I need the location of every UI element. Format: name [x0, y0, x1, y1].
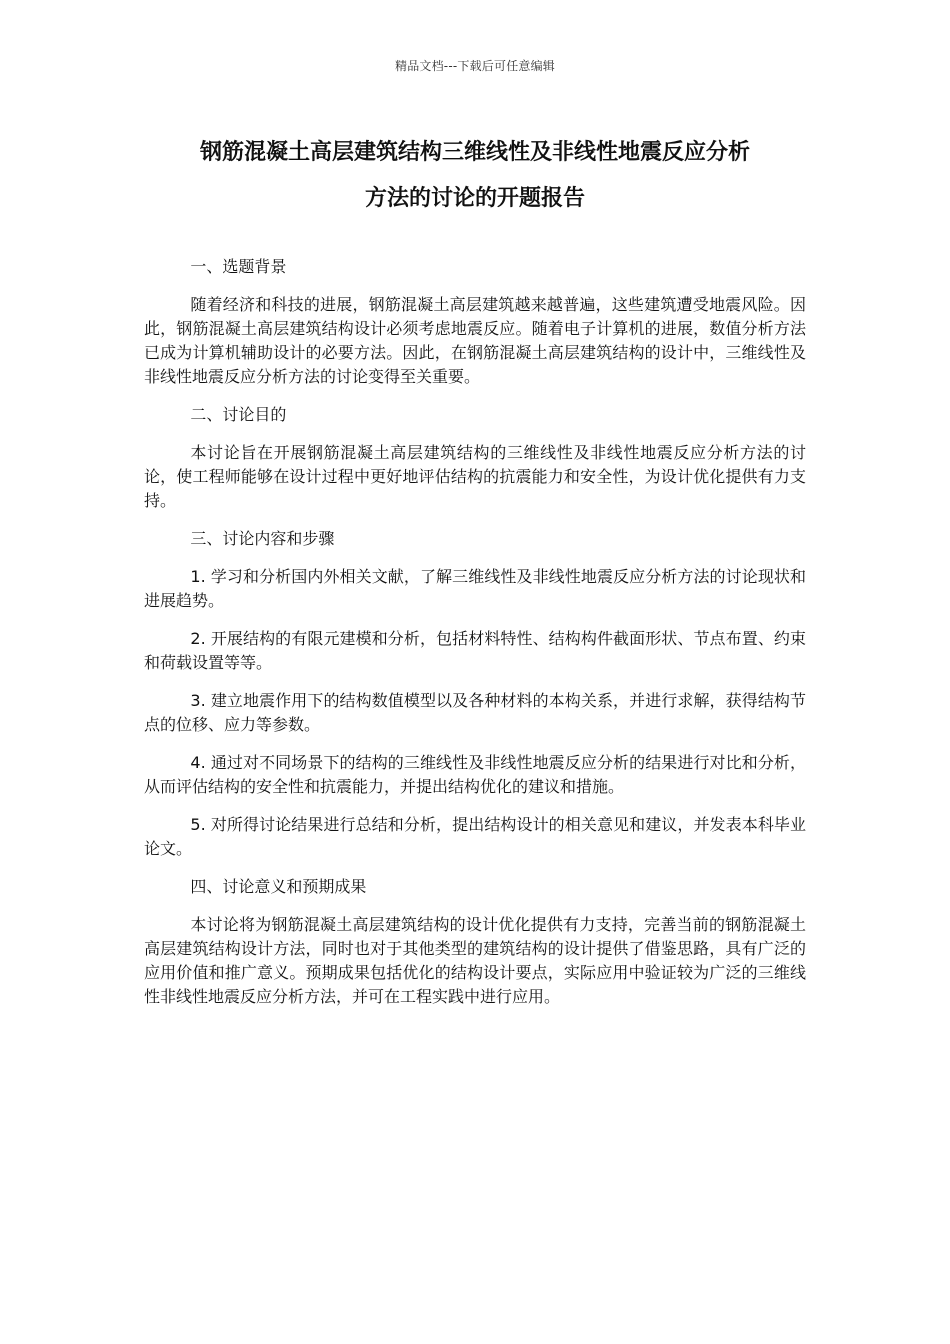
- list-item-step-2: 2. 开展结构的有限元建模和分析，包括材料特性、结构构件截面形状、节点布置、约束和荷载设置等等。: [144, 629, 806, 672]
- list-item-step-3: 3. 建立地震作用下的结构数值模型以及各种材料的本构关系，并进行求解，获得结构节点的位移、应力等参数。: [144, 691, 806, 734]
- section-heading-significance: 四、讨论意义和预期成果: [190, 877, 367, 896]
- section-heading-content-steps: 三、讨论内容和步骤: [190, 529, 335, 548]
- list-item-step-4: 4. 通过对不同场景下的结构的三维线性及非线性地震反应分析的结果进行对比和分析，从而评估结构的安全性和抗震能力，并提出结构优化的建议和措施。: [144, 753, 806, 796]
- document-body: [144, 255, 806, 1023]
- list-item-step-5: 5. 对所得讨论结果进行总结和分析，提出结构设计的相关意见和建议，并发表本科毕业论文。: [144, 815, 806, 858]
- paragraph-purpose: 本讨论旨在开展钢筋混凝土高层建筑结构的三维线性及非线性地震反应分析方法的讨论，使工程师能够在设计过程中更好地评估结构的抗震能力和安全性，为设计优化提供有力支持。: [144, 443, 806, 510]
- title-line-1: 钢筋混凝土高层建筑结构三维线性及非线性地震反应分析: [199, 140, 750, 165]
- document-title: [120, 130, 830, 222]
- list-item-step-1: 1. 学习和分析国内外相关文献，了解三维线性及非线性地震反应分析方法的讨论现状和进展趋势。: [144, 567, 806, 610]
- paragraph-background: 随着经济和科技的进展，钢筋混凝土高层建筑越来越普遍，这些建筑遭受地震风险。因此，钢筋混凝土高层建筑结构设计必须考虑地震反应。随着电子计算机的进展，数值分析方法已成为计算机辅助设计的必要方法。因此，在钢筋混凝土高层建筑结构的设计中，三维线性及非线性地震反应分析方法的讨论变得至关重要。: [144, 295, 806, 386]
- section-heading-purpose: 二、讨论目的: [190, 405, 287, 424]
- header-note: 精品文档---下载后可任意编辑: [395, 59, 555, 73]
- title-line-2: 方法的讨论的开题报告: [364, 186, 585, 211]
- paragraph-significance: 本讨论将为钢筋混凝土高层建筑结构的设计优化提供有力支持，完善当前的钢筋混凝土高层建筑结构设计方法，同时也对于其他类型的建筑结构的设计提供了借鉴思路，具有广泛的应用价值和推广意义。预期成果包括优化的结构设计要点，实际应用中验证较为广泛的三维线性非线性地震反应分析方法，并可在工程实践中进行应用。: [144, 915, 806, 1006]
- section-heading-background: 一、选题背景: [190, 257, 287, 276]
